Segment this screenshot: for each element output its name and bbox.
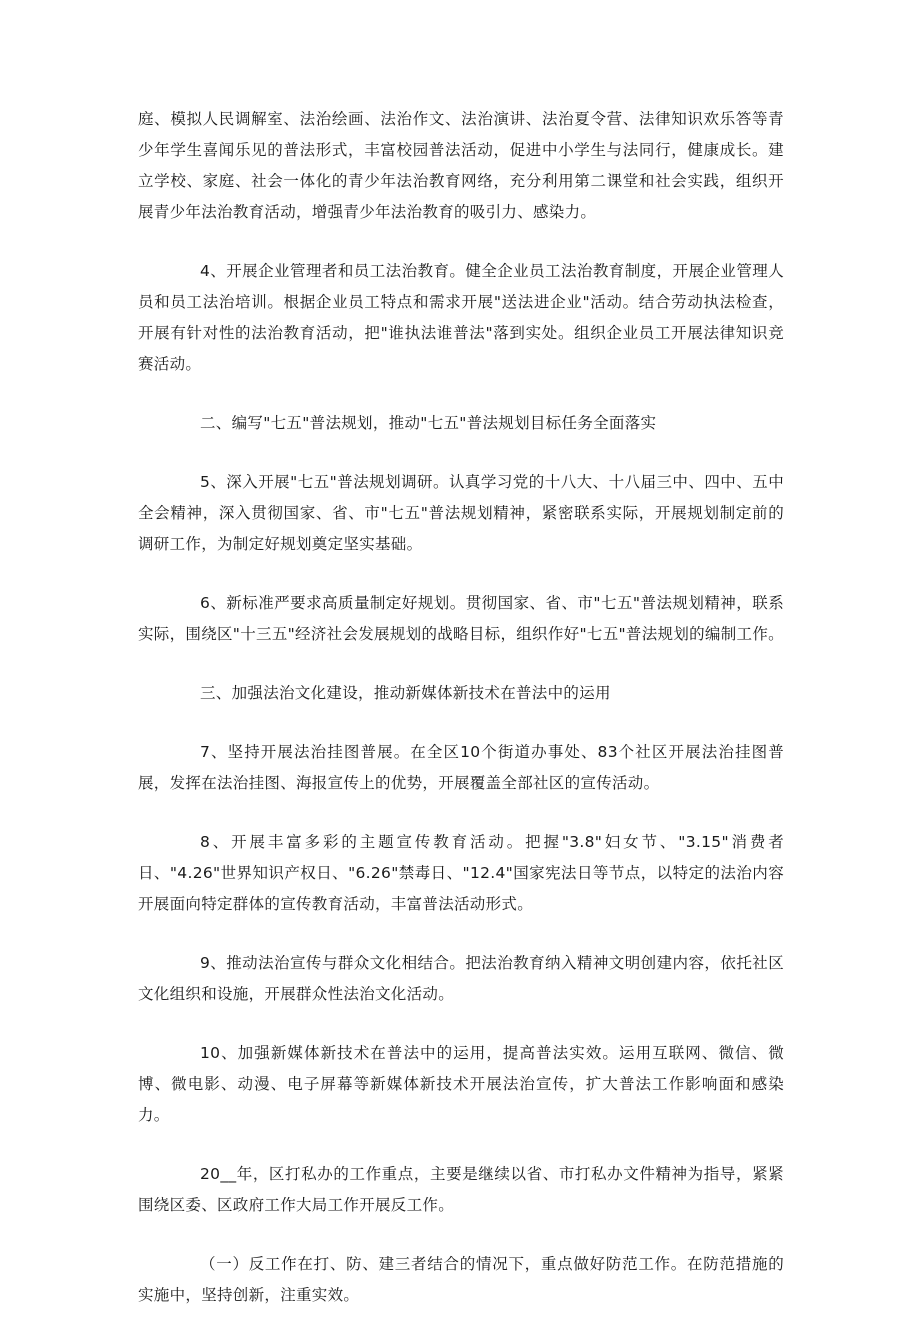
- section-heading-3: 三、加强法治文化建设，推动新媒体新技术在普法中的运用: [200, 684, 611, 702]
- paragraph-continuation: 庭、模拟人民调解室、法治绘画、法治作文、法治演讲、法治夏令营、法律知识欢乐答等青少年学生喜闻乐见的普法形式，丰富校园普法活动，促进中小学生与法同行，健康成长。建立学校、家庭、社会一体化的青少年法治教育网络，充分利用第二课堂和社会实践，组织开展青少年法治教育活动，增强青少年法治教育的吸引力、感染力。: [138, 110, 784, 221]
- paragraph-item-5: 5、深入开展"七五"普法规划调研。认真学习党的十八大、十八届三中、四中、五中全会精神，深入贯彻国家、省、市"七五"普法规划精神，紧密联系实际，开展规划制定前的调研工作，为制定好规划奠定坚实基础。: [138, 473, 784, 553]
- paragraph-work-focus: 20__年，区打私办的工作重点，主要是继续以省、市打私办文件精神为指导，紧紧围绕区委、区政府工作大局工作开展反工作。: [138, 1165, 784, 1214]
- section-heading-2: 二、编写"七五"普法规划，推动"七五"普法规划目标任务全面落实: [200, 414, 657, 432]
- paragraph-sub-item-1: （一）反工作在打、防、建三者结合的情况下，重点做好防范工作。在防范措施的实施中，坚持创新，注重实效。: [138, 1255, 784, 1304]
- paragraph-item-6: 6、新标准严要求高质量制定好规划。贯彻国家、省、市"七五"普法规划精神，联系实际，围绕区"十三五"经济社会发展规划的战略目标，组织作好"七五"普法规划的编制工作。: [138, 594, 784, 643]
- paragraph-item-8: 8、开展丰富多彩的主题宣传教育活动。把握"3.8"妇女节、"3.15"消费者日、"4.26"世界知识产权日、"6.26"禁毒日、"12.4"国家宪法日等节点，以特定的法治内容开展面向特定群体的宣传教育活动，丰富普法活动形式。: [138, 833, 784, 913]
- paragraph-item-4: 4、开展企业管理者和员工法治教育。健全企业员工法治教育制度，开展企业管理人员和员工法治培训。根据企业员工特点和需求开展"送法进企业"活动。结合劳动执法检查，开展有针对性的法治教育活动，把"谁执法谁普法"落到实处。组织企业员工开展法律知识竞赛活动。: [138, 262, 784, 373]
- paragraph-item-10: 10、加强新媒体新技术在普法中的运用，提高普法实效。运用互联网、微信、微博、微电影、动漫、电子屏幕等新媒体新技术开展法治宣传，扩大普法工作影响面和感染力。: [138, 1044, 784, 1124]
- document-page: [138, 104, 784, 1339]
- paragraph-item-7: 7、坚持开展法治挂图普展。在全区10个街道办事处、83个社区开展法治挂图普展，发挥在法治挂图、海报宣传上的优势，开展覆盖全部社区的宣传活动。: [138, 743, 784, 792]
- paragraph-item-9: 9、推动法治宣传与群众文化相结合。把法治教育纳入精神文明创建内容，依托社区文化组织和设施，开展群众性法治文化活动。: [138, 954, 784, 1003]
